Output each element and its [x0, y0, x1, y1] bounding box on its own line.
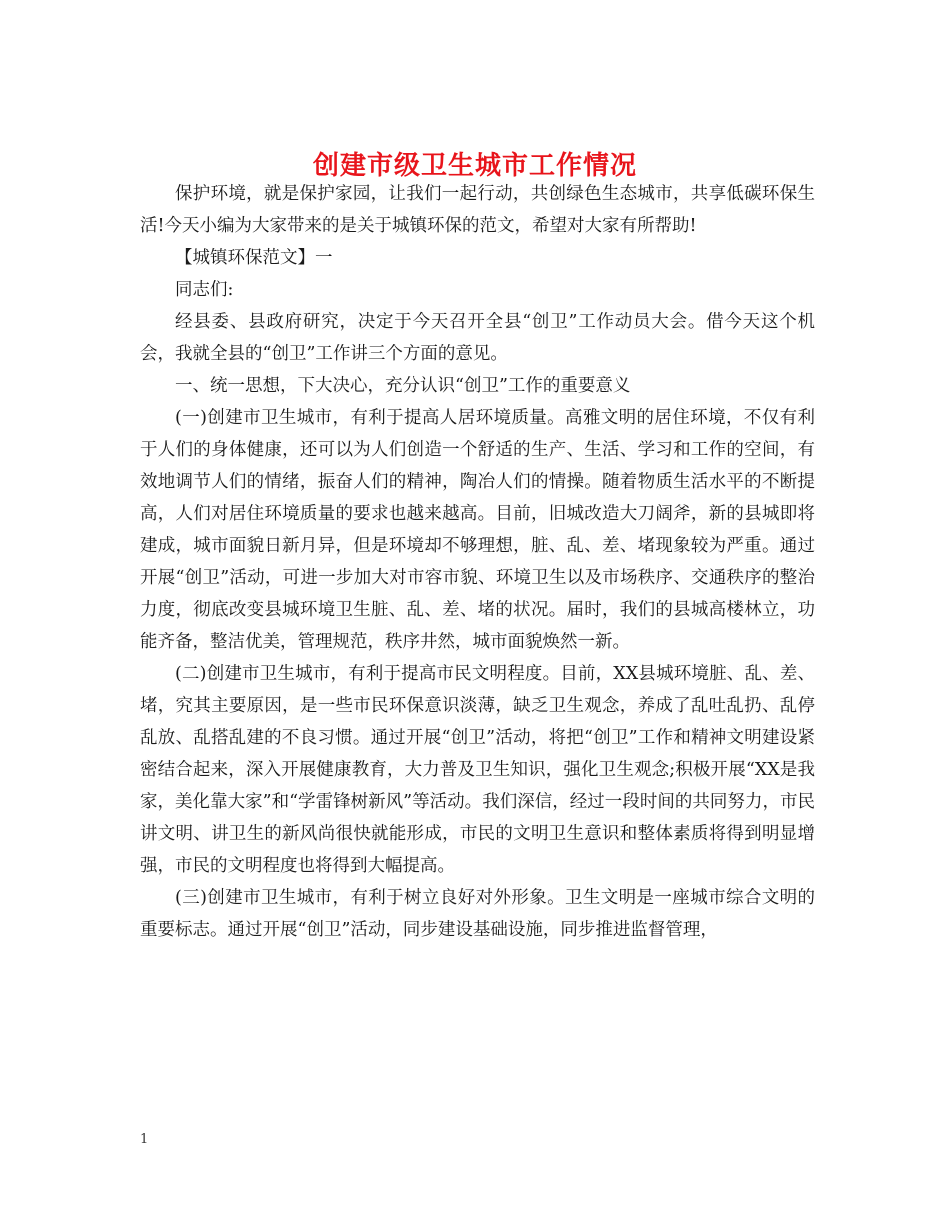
document-title: 创建市级卫生城市工作情况 — [312, 151, 637, 182]
sub-point-one-paragraph: (一)创建市卫生城市，有利于提高人居环境质量。高雅文明的居住环境，不仅有利于人们的身体健康，还可以为人们创造一个舒适的生产、生活、学习和工作的空间，有效地调节人们的情绪，振奋人们的精神，陶冶人们的情操。随着物质生活水平的不断提高，人们对居住环境质量的要求也越来越高。目前，旧城改造大刀阔斧，新的县城即将建成，城市面貌日新月异，但是环境却不够理想，脏、乱、差、堵现象较为严重。通过开展“创卫”活动，可进一步加大对市容市貌、环境卫生以及市场秩序、交通秩序的整治力度，彻底改变县城环境卫生脏、乱、差、堵的状况。届时，我们的县城高楼林立，功能齐备，整洁优美，管理规范，秩序井然，城市面貌焕然一新。 — [140, 408, 815, 652]
salutation: 同志们: — [175, 280, 234, 300]
sub-point-two-paragraph: (二)创建市卫生城市，有利于提高市民文明程度。目前，XX县城环境脏、乱、差、堵，究其主要原因，是一些市民环保意识淡薄，缺乏卫生观念，养成了乱吐乱扔、乱停乱放、乱搭乱建的不良习惯。通过开展“创卫”活动，将把“创卫”工作和精神文明建设紧密结合起来，深入开展健康教育，大力普及卫生知识，强化卫生观念;积极开展“XX是我家，美化靠大家”和“学雷锋树新风”等活动。我们深信，经过一段时间的共同努力，市民讲文明、讲卫生的新风尚很快就能形成，市民的文明卫生意识和整体素质将得到明显增强，市民的文明程度也将得到大幅提高。 — [140, 664, 815, 876]
intro-paragraph: 保护环境，就是保护家园，让我们一起行动，共创绿色生态城市，共享低碳环保生活!今天小编为大家带来的是关于城镇环保的范文，希望对大家有所帮助! — [140, 184, 815, 236]
sub-point-three-paragraph: (三)创建市卫生城市，有利于树立良好对外形象。卫生文明是一座城市综合文明的重要标志。通过开展“创卫”活动，同步建设基础设施，同步推进监督管理， — [140, 888, 815, 940]
point-one-heading: 一、统一思想，下大决心，充分认识“创卫”工作的重要意义 — [175, 376, 631, 396]
section-heading: 【城镇环保范文】一 — [175, 248, 333, 268]
document-body — [140, 178, 815, 946]
opening-paragraph: 经县委、县政府研究，决定于今天召开全县“创卫”工作动员大会。借今天这个机会，我就全县的“创卫”工作讲三个方面的意见。 — [140, 312, 815, 364]
page-number: 1 — [140, 1132, 149, 1147]
